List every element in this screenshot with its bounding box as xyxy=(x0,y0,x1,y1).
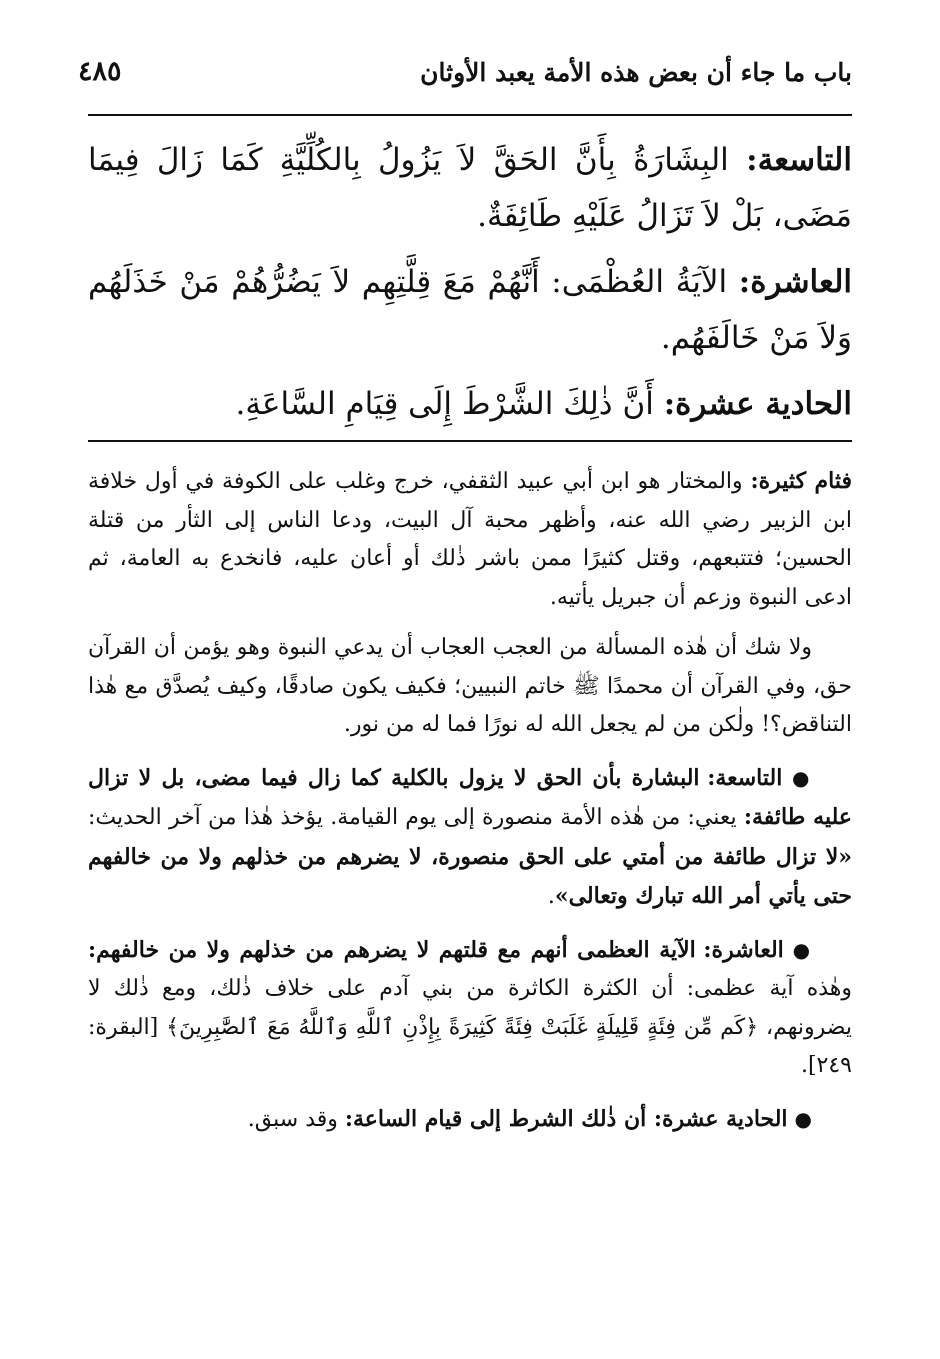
hadith-quote: «لا تزال طائفة من أمتي على الحق منصورة، لا يضرهم من خذلهم ولا من خالفهم حتى يأتي أمر الله تبارك وتعالى» xyxy=(88,843,852,909)
bullet-icon: ● xyxy=(792,937,813,962)
point-text: يعني: من هٰذه الأمة منصورة إلى يوم القيامة. يؤخذ هٰذا من آخر الحديث: xyxy=(88,805,737,830)
page-number: ٤٨٥ xyxy=(78,56,122,87)
point-end: . xyxy=(547,884,555,909)
commentary-text: ولا شك أن هٰذه المسألة من العجب العجاب أن يدعي النبوة وهو يؤمن أن القرآن حق، وفي القرآن أن محمدًا ﷺ خاتم النبيين؛ فكيف يكون صادقًا، وكيف يُصدَّق مع هٰذا التناقض؟! ولٰكن من لم يجعل الله له نورًا فما له من نور. xyxy=(88,635,852,737)
commentary-paragraph xyxy=(88,629,852,745)
page-header xyxy=(78,56,852,98)
matn-text: أَنَّ ذٰلِكَ الشَّرْطَ إِلَى قِيَامِ السَّاعَةِ. xyxy=(235,386,654,422)
bullet-icon: ● xyxy=(794,1106,812,1131)
matn-issue-11 xyxy=(88,376,852,432)
commentary-text: والمختار هو ابن أبي عبيد الثقفي، خرج وغلب على الكوفة في أول خلافة ابن الزبير رضي الله عنه، وأظهر محبة آل البيت، ودعا الناس إلى الثأر من قتلة الحسين؛ فتتبعهم، وقتل كثيرًا ممن باشر ذٰلك أو أعان عليه، فانخدع به العامة، ثم ادعى النبوة وزعم أن جبريل يأتيه. xyxy=(88,469,852,610)
verse-reference: [البقرة: ٢٤٩]. xyxy=(88,1014,852,1078)
commentary-point-10 xyxy=(88,931,852,1086)
point-heading: العاشرة: الآية العظمى أنهم مع قلتهم لا يضرهم من خذلهم ولا من خالفهم: xyxy=(88,936,784,963)
commentary xyxy=(88,462,852,1139)
matn-label: التاسعة: xyxy=(746,142,852,178)
matn-issue-10 xyxy=(88,254,852,366)
quran-verse: ﴿كَم مِّن فِئَةٍ قَلِيلَةٍ غَلَبَتْ فِئَةً كَثِيرَةً بِإِذْنِ ٱللَّهِ وَٱللَّهُ مَعَ ٱلصَّٰبِرِينَ﴾ xyxy=(166,1014,759,1040)
point-heading: الحادية عشرة: أن ذٰلك الشرط إلى قيام الساعة: xyxy=(344,1105,788,1132)
commentary-point-11 xyxy=(88,1100,852,1140)
matn-text: البِشَارَةُ بِأَنَّ الحَقَّ لاَ يَزُولُ بِالكُلِّيَّةِ كَمَا زَالَ فِيمَا مَضَى، بَلْ لاَ تَزَالُ عَلَيْهِ طَائِفَةٌ. xyxy=(88,142,852,234)
commentary-term: فثام كثيرة: xyxy=(750,468,852,494)
header-divider xyxy=(88,114,852,116)
matn-text: الآيَةُ العُظْمَى: أَنَّهُمْ مَعَ قِلَّتِهِم لاَ يَضُرُّهُمْ مَنْ خَذَلَهُم وَلاَ مَنْ خَالَفَهُم. xyxy=(88,264,852,356)
bullet-icon: ● xyxy=(791,765,813,790)
point-heading: التاسعة: البشارة بأن الحق لا يزول بالكلية كما زال فيما مضى، بل لا تزال عليه طائفة: xyxy=(88,764,852,830)
chapter-title: باب ما جاء أن بعض هذه الأمة يعبد الأوثان xyxy=(420,58,852,87)
matn-issue-9 xyxy=(88,132,852,244)
main-text xyxy=(88,132,852,442)
commentary-divider xyxy=(88,440,852,442)
matn-label: الحادية عشرة: xyxy=(663,386,852,422)
point-text: وقد سبق. xyxy=(247,1106,338,1132)
commentary-point-9 xyxy=(88,759,852,917)
commentary-paragraph xyxy=(88,462,852,617)
point-text: وهٰذه آية عظمى: أن الكثرة الكاثرة من بني آدم على خلاف ذٰلك، ومع ذٰلك لا يضرونهم، xyxy=(88,976,852,1040)
matn-label: العاشرة: xyxy=(738,264,853,300)
